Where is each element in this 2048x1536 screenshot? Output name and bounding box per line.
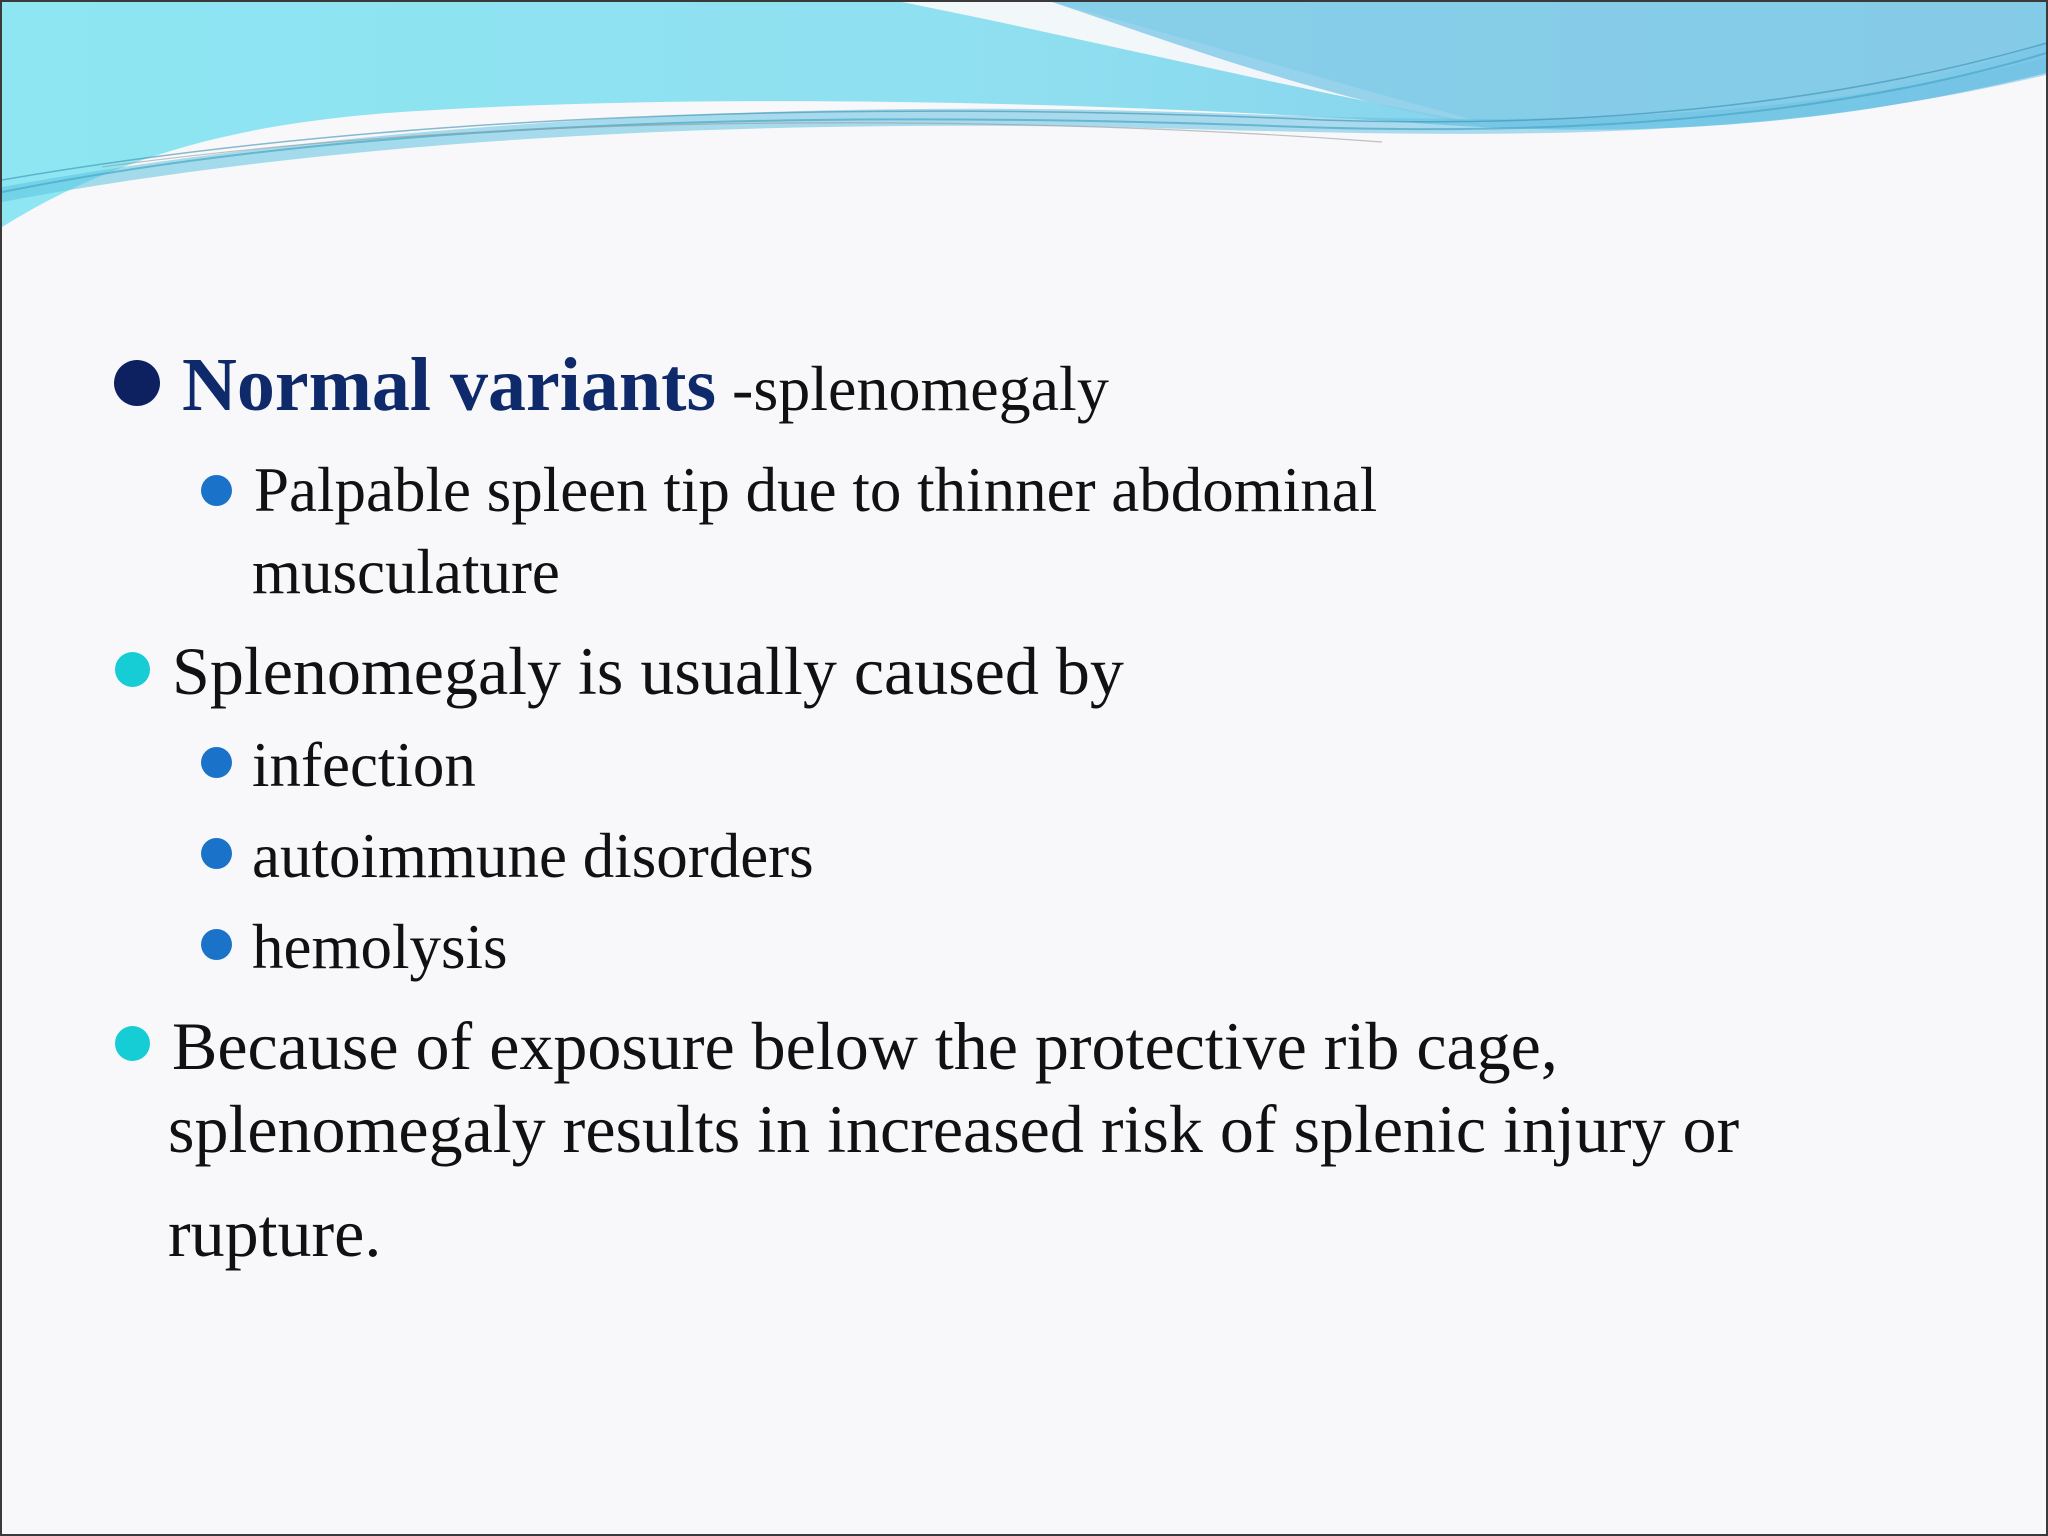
sub-item-palpable-line1: Palpable spleen tip due to thinner abdominal: [254, 455, 1378, 525]
bullet-item-exposure-line3: rupture.: [168, 1195, 382, 1271]
sub-item-infection: infection: [252, 730, 476, 800]
sub-bullet-icon: [201, 475, 232, 506]
bullet-icon: [115, 652, 150, 687]
item-heading: Normal variants: [182, 343, 717, 427]
bullet-icon: [114, 360, 160, 406]
bullet-item-exposure-line2: splenomegaly results in increased risk of splenic injury or: [168, 1091, 1740, 1167]
slide-content: [2, 2, 2048, 1536]
sub-bullet-icon: [201, 929, 232, 960]
bullet-icon: [115, 1026, 150, 1061]
sub-item-autoimmune: autoimmune disorders: [252, 821, 814, 891]
bullet-item-exposure-line1: Because of exposure below the protective rib cage,: [172, 1008, 1558, 1084]
sub-bullet-icon: [201, 747, 232, 778]
bullet-item-normal-variants: [182, 342, 1109, 429]
sub-bullet-icon: [201, 838, 232, 869]
sub-item-hemolysis: hemolysis: [252, 912, 508, 982]
item-heading-suffix: -splenomegaly: [716, 353, 1109, 424]
bullet-item-splenomegaly-causes: Splenomegaly is usually caused by: [172, 633, 1124, 709]
sub-item-palpable-line2: musculature: [252, 537, 560, 607]
